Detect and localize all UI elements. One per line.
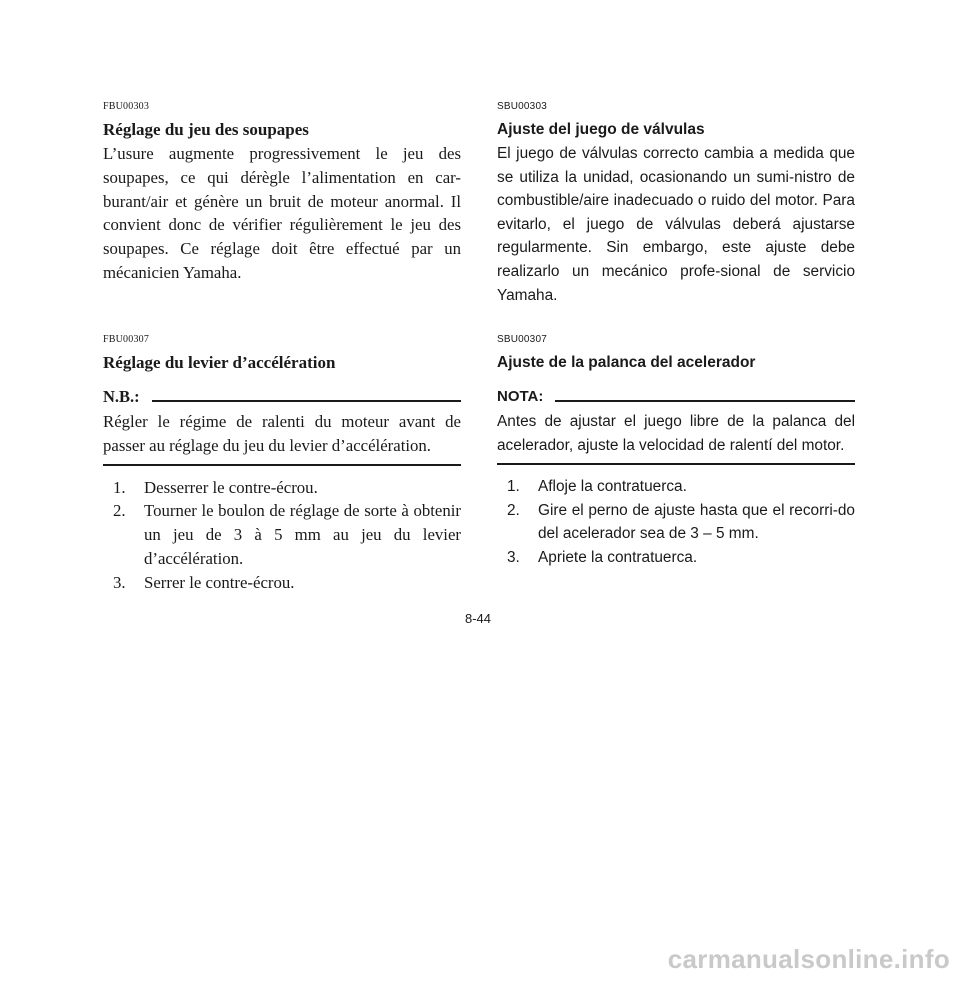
step-text: Serrer le contre-écrou. [144, 572, 295, 592]
step-number: 3. [507, 548, 520, 566]
page-number: 8-44 [465, 611, 492, 626]
step-number: 1. [113, 477, 126, 497]
note-text: Régler le régime de ralenti du moteur avant de passer au réglage du jeu du levier d’accélération. [103, 410, 461, 466]
step-text: Tourner le boulon de réglage de sorte à obtenir un jeu de 3 à 5 mm au jeu du levier d’accélération. [144, 501, 461, 568]
list-item [497, 546, 855, 570]
french-throttle-section [103, 334, 461, 595]
note-top-rule [555, 400, 855, 402]
watermark-link[interactable]: carmanualsonline.info [667, 944, 950, 974]
steps-list [497, 475, 855, 569]
section-title: Ajuste del juego de válvulas [497, 121, 705, 138]
steps-list [103, 476, 461, 595]
list-item [497, 475, 855, 499]
section-title: Réglage du jeu des soupapes [103, 120, 309, 139]
note-top-rule [152, 400, 461, 402]
step-number: 1. [507, 478, 520, 496]
section-code: SBU00307 [497, 334, 547, 345]
french-valve-section [103, 101, 461, 285]
spanish-valve-section [497, 101, 855, 307]
step-number: 2. [507, 501, 520, 519]
section-body: El juego de válvulas correcto cambia a medida que se utiliza la unidad, ocasionando un sumi-nistro de combustible/aire inadecuado o ruido del motor. Para evitarlo, el juego de válvulas deberá ajustarse regularmente. Sin embargo, este ajuste debe realizarlo un mecánico profe-sional de servicio Yamaha. [497, 145, 855, 304]
note-label: NOTA: [497, 388, 544, 405]
section-code: FBU00307 [103, 334, 150, 345]
list-item [103, 499, 461, 570]
note-text: Antes de ajustar el juego libre de la palanca del acelerador, ajuste la velocidad de ralentí del motor. [497, 410, 855, 465]
step-text: Apriete la contratuerca. [538, 548, 698, 566]
note-header [497, 386, 855, 408]
section-body: L’usure augmente progressivement le jeu des soupapes, ce qui dérègle l’alimentation en car-burant/air et génère un bruit de moteur anormal. Il convient donc de vérifier régulièrement le jeu des soupapes. Ce réglage doit être effectué par un mécanicien Yamaha. [103, 144, 461, 282]
step-number: 2. [113, 501, 126, 521]
section-title: Ajuste de la palanca del acelerador [497, 354, 756, 371]
section-code: FBU00303 [103, 101, 150, 112]
step-text: Gire el perno de ajuste hasta que el recorri-do del acelerador sea de 3 – 5 mm. [538, 501, 855, 543]
note-header [103, 386, 461, 408]
note-label: N.B.: [103, 387, 140, 406]
step-text: Desserrer le contre-écrou. [144, 477, 318, 497]
list-item [497, 499, 855, 546]
section-code: SBU00303 [497, 101, 547, 112]
step-text: Afloje la contratuerca. [538, 478, 687, 496]
list-item [103, 571, 461, 595]
section-title: Réglage du levier d’accélération [103, 353, 336, 372]
spanish-throttle-section [497, 334, 855, 570]
step-number: 3. [113, 572, 126, 592]
list-item [103, 476, 461, 500]
